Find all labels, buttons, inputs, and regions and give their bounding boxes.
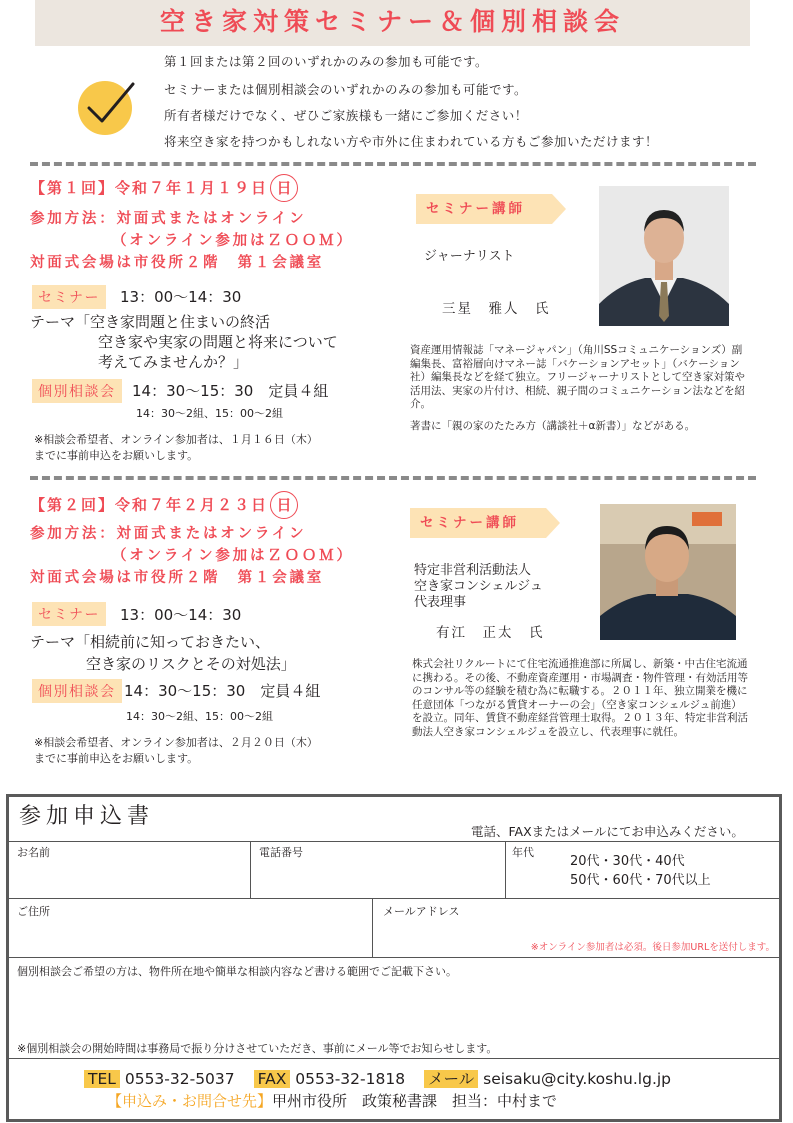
session1-note-line-1: ※相談会希望者、オンライン参加者は、１月１６日（木） xyxy=(34,433,318,446)
intro-line-1: 第１回または第２回のいずれかのみの参加も可能です。 xyxy=(164,54,489,69)
session2-lecturer-role xyxy=(414,563,543,611)
session2-note xyxy=(34,735,318,767)
inquiry-text: 甲州市役所 政策秘書課 担当：中村まで xyxy=(272,1092,558,1110)
session1-method: 参加方法：対面式またはオンライン xyxy=(30,211,307,227)
session2-lecturer-role-1: 特定非営利活動法人 xyxy=(414,563,532,578)
session1-theme-3: 考えてみませんか？」 xyxy=(98,353,249,371)
session1-theme-2: 空き家や実家の問題と将来について xyxy=(98,333,338,351)
intro-line-4: 将来空き家を持つかもしれない方や市外に住まわれている方もご参加いただけます！ xyxy=(164,134,659,149)
session2-date xyxy=(30,491,298,519)
consult-request-label: 個別相談会ご希望の方は、物件所在地や簡単な相談内容など書ける範囲でご記載下さい。 xyxy=(17,965,457,978)
session2-note-line-1: ※相談会希望者、オンライン参加者は、２月２０日（木） xyxy=(34,736,318,749)
session1-consult-time: 14：30～15：30 定員４組 xyxy=(132,382,329,400)
inquiry-label: 【申込み・お問合せ先】 xyxy=(107,1092,273,1110)
contact-line xyxy=(84,1067,671,1089)
intro-line-2: セミナーまたは個別相談会のいずれかのみの参加も可能です。 xyxy=(164,82,528,97)
tel-label: TEL xyxy=(84,1070,120,1088)
session2-consult-tag: 個別相談会 xyxy=(32,679,122,703)
session2-day: 日 xyxy=(270,491,298,519)
session1-seminar-tag: セミナー xyxy=(32,285,106,309)
session2-lecturer-role-2: 空き家コンシェルジュ xyxy=(414,579,543,594)
session2-theme-2: 空き家のリスクとその対処法」 xyxy=(86,655,296,673)
session2-method: 参加方法：対面式またはオンライン xyxy=(30,526,307,542)
session2-lecturer-role-3: 代表理事 xyxy=(414,595,467,610)
session1-venue: 対面式会場は市役所２階 第１会議室 xyxy=(30,255,325,271)
session2-consult-slots: 14：30～2組、15：00～2組 xyxy=(126,710,273,723)
session1-lecturer-name: 三星 雅人 氏 xyxy=(442,301,551,317)
session1-note-line-2: までに事前申込をお願いします。 xyxy=(34,449,199,462)
fax-label: FAX xyxy=(254,1070,291,1088)
page-title: 空き家対策セミナー＆個別相談会 xyxy=(35,0,750,46)
inquiry-line xyxy=(107,1090,557,1111)
form-title: 参加申込書 xyxy=(19,804,155,829)
divider xyxy=(30,162,756,166)
age-field[interactable] xyxy=(505,841,779,899)
session2-note-line-2: までに事前申込をお願いします。 xyxy=(34,752,199,765)
email-label: メールアドレス xyxy=(383,905,460,918)
session2-venue: 対面式会場は市役所２階 第１会議室 xyxy=(30,570,325,586)
application-form xyxy=(6,794,782,1122)
address-label: ご住所 xyxy=(17,905,50,918)
session2-seminar-tag: セミナー xyxy=(32,602,106,626)
address-field[interactable] xyxy=(9,898,373,958)
session2-theme-1: テーマ「相続前に知っておきたい、 xyxy=(30,633,271,651)
age-option-1[interactable]: 20代・30代・40代 xyxy=(570,854,685,869)
session1-consult-slots: 14：30～2組、15：00～2組 xyxy=(136,407,283,420)
session1-day: 日 xyxy=(270,174,298,202)
consult-request-field[interactable] xyxy=(9,957,779,1059)
age-options xyxy=(570,852,711,890)
phone-field[interactable] xyxy=(250,841,506,899)
divider xyxy=(30,476,756,480)
session1-lecturer-role: ジャーナリスト xyxy=(424,249,515,264)
session2-lecturer-photo xyxy=(600,504,736,640)
session1-lecturer-books: 著書に「親の家のたたみ方（講談社＋α新書）」などがある。 xyxy=(410,420,696,432)
session1-lecturer-tag: セミナー講師 xyxy=(416,194,552,224)
age-option-2[interactable]: 50代・60代・70代以上 xyxy=(570,873,711,888)
session2-consult-time: 14：30～15：30 定員４組 xyxy=(124,682,321,700)
name-field[interactable] xyxy=(9,841,251,899)
fax-number[interactable]: 0553-32-1818 xyxy=(295,1070,406,1088)
session1-theme-1: テーマ「空き家問題と住まいの終活 xyxy=(30,313,271,331)
session2-lecturer-tag: セミナー講師 xyxy=(410,508,546,538)
mail-label: メール xyxy=(424,1070,478,1088)
email-note: ※オンライン参加者は必須。後日参加URLを送付します。 xyxy=(530,942,775,953)
mail-address[interactable]: seisaku@city.koshu.lg.jp xyxy=(483,1070,672,1088)
phone-label: 電話番号 xyxy=(259,846,303,859)
session2-lecturer-bio: 株式会社リクルートにて住宅流通推進部に所属し、新築・中古住宅流通に携わる。その後、不動産資産運用・市場調査・物件管理・有効活用等のコンサル等の経験を積む為に転職する。２０１１年、独立開業を機に任意団体「つながる賃貸オーナーの会」（空き家コンシェルジュ前進）を設立。同年、賃貸不動産経営管理士取得。２０１３年、特定非営利活動法人空き家コンシェルジュを設立し、代表理事に就任。 xyxy=(412,658,748,738)
session2-seminar-time: 13：00～14：30 xyxy=(120,606,242,624)
form-instruction: 電話、FAXまたはメールにてお申込みください。 xyxy=(471,824,744,839)
age-label: 年代 xyxy=(512,846,534,859)
name-label: お名前 xyxy=(17,846,50,859)
tel-number[interactable]: 0553-32-5037 xyxy=(124,1070,235,1088)
session1-date-text: 【第１回】令和７年１月１９日 xyxy=(30,179,269,197)
session1-seminar-time: 13：00～14：30 xyxy=(120,288,242,306)
session1-lecturer-bio: 資産運用情報誌「マネージャパン」（角川SSコミュニケーションズ）副編集長、富裕層向けマネー誌「バケーションアセット」（バケーション社）編集長などを経て独立。フリージャーナリストとして空き家対策や活用法、実家の片付け、相続、親子間のコミュニケーション法などを紹介。 xyxy=(410,344,745,410)
session1-date xyxy=(30,174,298,202)
session1-consult-tag: 個別相談会 xyxy=(32,379,122,403)
session2-lecturer-name: 有江 正太 氏 xyxy=(436,625,545,641)
intro-line-3: 所有者様だけでなく、ぜひご家族様も一緒にご参加ください！ xyxy=(164,108,528,123)
check-circle-icon xyxy=(75,72,141,138)
session2-online: （オンライン参加はＺＯＯＭ） xyxy=(112,548,354,564)
session1-online: （オンライン参加はＺＯＯＭ） xyxy=(112,233,354,249)
session1-lecturer-photo xyxy=(599,186,729,326)
consult-note: ※個別相談会の開始時間は事務局で振り分けさせていただき、事前にメール等でお知らせします。 xyxy=(17,1042,498,1055)
email-field[interactable] xyxy=(372,898,779,958)
session1-note xyxy=(34,432,318,464)
session2-date-text: 【第２回】令和７年２月２３日 xyxy=(30,496,269,514)
